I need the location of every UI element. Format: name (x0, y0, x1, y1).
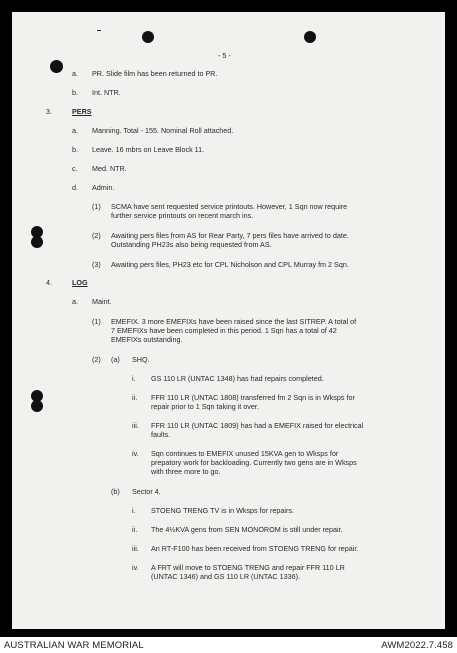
section-heading: LOG (72, 278, 88, 287)
item-text: Manning. Total - 155. Nominal Roll attached. (92, 126, 234, 135)
subitem-marker: (1) (92, 317, 101, 326)
section-number: 4. (46, 278, 52, 287)
roman-text: A FRT will move to STOENG TRENG and repair FFR 110 LR (151, 563, 345, 572)
item-text: Leave. 16 mbrs on Leave Block 11. (92, 145, 205, 154)
item-text: Int. NTR. (92, 88, 121, 97)
item-marker: a. (72, 297, 78, 306)
roman-text: Sqn continues to EMEFIX unused 15KVA gen to Wksps for (151, 449, 339, 458)
item-marker: b. (72, 88, 78, 97)
subitem-marker: (b) (111, 487, 120, 496)
item-text: PR. Slide film has been returned to PR. (92, 69, 218, 78)
subitem-marker: (1) (92, 202, 101, 211)
item-text: Admin. (92, 183, 115, 192)
subitem-text: further service printouts on recent march ins. (111, 211, 254, 220)
item-marker: d. (72, 183, 78, 192)
page-number: - 5 - (218, 51, 231, 60)
footer-institution: AUSTRALIAN WAR MEMORIAL (4, 640, 144, 651)
roman-marker: iii. (132, 421, 139, 430)
item-marker: a. (72, 69, 78, 78)
footer-reference: AWM2022.7.458 (381, 640, 453, 651)
roman-marker: iv. (132, 563, 139, 572)
roman-marker: iii. (132, 544, 139, 553)
subitem-marker: (2) (92, 231, 101, 240)
roman-text: faults. (151, 430, 171, 439)
roman-text: prepatory work for backloading. Currently two gens are in Wksps (151, 458, 357, 467)
item-marker: a. (72, 126, 78, 135)
subitem-text: Sector 4. (132, 487, 161, 496)
subitem-text: EMEFIX. 3 more EMEFIXs have been raised since the last SITREP. A total of (111, 317, 357, 326)
roman-marker: iv. (132, 449, 139, 458)
section-heading: PERS (72, 107, 92, 116)
roman-marker: ii. (132, 525, 138, 534)
subitem-text: EMEFIXs outstanding. (111, 335, 183, 344)
item-marker: c. (72, 164, 78, 173)
item-text: Med. NTR. (92, 164, 127, 173)
punch-hole-side-1 (50, 60, 63, 73)
roman-text: FFR 110 LR (UNTAC 1809) has had a EMEFIX raised for electrical (151, 421, 364, 430)
punch-hole-top-left (142, 31, 154, 43)
subitem-marker: (2) (92, 355, 101, 364)
roman-marker: i. (132, 506, 136, 515)
roman-marker: i. (132, 374, 136, 383)
roman-text: with three more to go. (151, 467, 221, 476)
document-page (12, 12, 445, 629)
roman-text: GS 110 LR (UNTAC 1348) has had repairs completed. (151, 374, 324, 383)
punch-hole-side-3 (31, 236, 43, 248)
section-number: 3. (46, 107, 52, 116)
punch-hole-top-right (304, 31, 316, 43)
subitem-text: Outstanding PH23s also being requested from AS. (111, 240, 272, 249)
subitem-marker: (3) (92, 260, 101, 269)
pen-mark (97, 30, 101, 31)
roman-text: (UNTAC 1346) and GS 110 LR (UNTAC 1336). (151, 572, 300, 581)
roman-marker: ii. (132, 393, 138, 402)
item-marker: b. (72, 145, 78, 154)
roman-text: STOENG TRENG TV is in Wksps for repairs. (151, 506, 294, 515)
item-text: Maint. (92, 297, 112, 306)
subitem-text: 7 EMEFIXs have been completed in this period. 1 Sqn has a total of 42 (111, 326, 337, 335)
subitem-text: SCMA have sent requested service printouts. However, 1 Sqn now require (111, 202, 348, 211)
subitem-text: SHQ. (132, 355, 150, 364)
roman-text: The 4½KVA gens from SEN MONOROM is still under repair. (151, 525, 343, 534)
roman-text: repair prior to 1 Sqn taking it over. (151, 402, 259, 411)
roman-text: FFR 110 LR (UNTAC 1808) transferred fm 2 Sqn is in Wksps for (151, 393, 355, 402)
roman-text: An RT-F100 has been received from STOENG TRENG for repair. (151, 544, 359, 553)
subitem-text: Awaiting pers files from AS for Rear Party, 7 pers files have arrived to date. (111, 231, 349, 240)
subitem-marker: (a) (111, 355, 120, 364)
punch-hole-side-5 (31, 400, 43, 412)
archive-footer (0, 637, 457, 653)
subitem-text: Awaiting pers files, PH23 etc for CPL Nicholson and CPL Murray fm 2 Sqn. (111, 260, 349, 269)
